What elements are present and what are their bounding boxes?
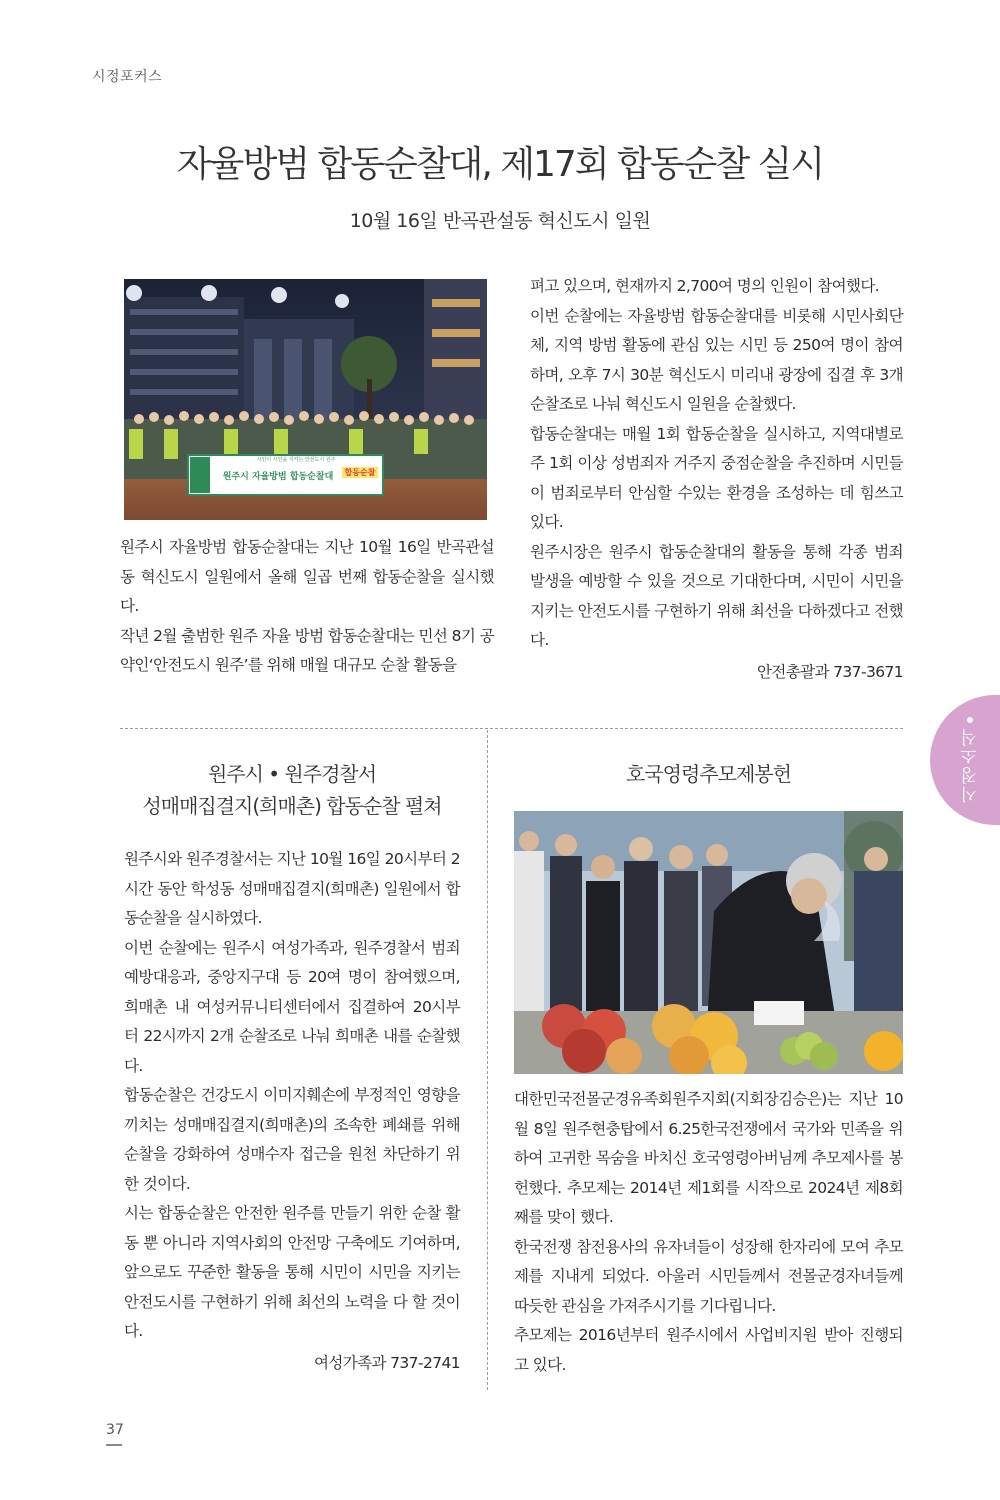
paragraph: 원주시장은 원주시 합동순찰대의 활동을 통해 각종 범죄 발생을 예방할 수 있을 것으로 기대한다며, 시민이 시민을 지키는 안전도시를 구현하기 위해 최선을 다하겠다고 전했다. [530,542,903,649]
paragraph: 한국전쟁 참전용사의 유자녀들이 성장해 한자리에 모여 추모제를 지내게 되었다. 아울러 시민들께서 전몰군경자녀들께 따듯한 관심을 가져주시기를 기다립니다. [514,1237,903,1315]
patrol-group-photo-image [124,279,487,520]
main-article-left-column [120,533,494,681]
main-article-contact: 안전총괄과 737-3671 [756,662,903,681]
page-number-underline [106,1444,122,1446]
page-number: 37 [106,1422,124,1438]
paragraph: 합동순찰은 건강도시 이미지훼손에 부정적인 영향을 끼치는 성매매집결지(희매촌)의 조속한 폐쇄를 위해 순찰을 강화하여 성매수자 접근을 원천 차단하기 위한 것이다. [124,1086,460,1193]
paragraph: 추모제는 2016년부터 원주시에서 사업비지원 받아 진행되고 있다. [514,1326,903,1374]
right-article-title: 호국영령추모제봉헌 [626,762,791,786]
banner-main-text: 원주시 자율방범 합동순찰대 [222,472,334,482]
bullet-dot [967,717,973,723]
main-article-right-column [530,272,903,687]
main-article-title: 자율방범 합동순찰대, 제17회 합동순찰 실시 [176,144,824,185]
paragraph: 시는 합동순찰은 안전한 원주를 만들기 위한 순찰 활동 뿐 아니라 지역사회의 안전망 구축에도 기여하며, 앞으로도 꾸준한 활동을 통해 시민이 시민을 지키는 안전도시를 구현하기 위해 최선의 노력을 다 할 것이다. [124,1204,460,1340]
right-article-body [514,1085,903,1380]
paragraph: 이번 순찰에는 원주시 여성가족과, 원주경찰서 범죄예방대응과, 중앙지구대 등 20여 명이 참여했으며, 희매촌 내 여성커뮤니티센터에서 집결하여 20시부터 22시까지 2개 순찰조로 나눠 희매촌 내를 순찰했다. [124,938,460,1075]
left-article-contact: 여성가족과 737-2741 [313,1353,460,1372]
left-article-body [124,845,460,1378]
paragraph: 원주시 자율방범 합동순찰대는 지난 10월 16일 반곡관설동 혁신도시 일원에서 올해 일곱 번째 합동순찰을 실시했다. [120,538,494,615]
section-side-tab-label [940,705,1000,815]
left-article-title-line2: 성매매집결지(희매촌) 합동순찰 펼쳐 [142,794,442,818]
paragraph: 합동순찰대는 매월 1회 합동순찰을 실시하고, 지역대별로 주 1회 이상 성범죄자 거주지 중점순찰을 추진하며 시민들이 범죄로부터 안심할 수있는 환경을 조성하는 데 힘쓰고 있다. [530,424,903,531]
memorial-ceremony-photo [514,811,903,1074]
paragraph: 원주시와 원주경찰서는 지난 10월 16일 20시부터 2시간 동안 학성동 성매매집결지(희매촌) 일원에서 합동순찰을 실시하였다. [124,850,460,927]
horizontal-divider [120,728,903,729]
vertical-divider [487,730,488,1390]
banner-badge-text: 합동순찰 [342,467,378,478]
main-article-subtitle: 10월 16일 반곡관설동 혁신도시 일원 [349,210,651,232]
left-article-title-line1: 원주시 • 원주경찰서 [207,762,377,786]
side-tab-text: 시정소식 [960,727,981,803]
paragraph: 작년 2월 출범한 원주 자율 방범 합동순찰대는 민선 8기 공약인‘안전도시 원주’를 위해 매월 대규모 순찰 활동을 [120,626,494,674]
paragraph: 펴고 있으며, 현재까지 2,700여 명의 인원이 참여했다. [530,277,880,295]
left-article-title [124,758,460,822]
banner-small-text: 시민이 시민을 지키는 안전도시 원주 [256,457,336,463]
section-label: 시정포커스 [92,69,163,85]
memorial-ceremony-photo-image [514,811,903,1074]
paragraph: 이번 순찰에는 자율방범 합동순찰대를 비롯해 시민사회단체, 지역 방범 활동에 관심 있는 시민 등 250여 명이 참여하며, 오후 7시 30분 혁신도시 미리내 광장에 집결 후 3개 순찰조로 나눠 혁신도시 일원을 순찰했다. [530,306,903,413]
paragraph: 대한민국전몰군경유족회원주지회(지회장김승은)는 지난 10월 8일 원주현충탑에서 6.25한국전쟁에서 국가와 민족을 위하여 고귀한 목숨을 바치신 호국영령아버님께 추모제사를 봉헌했다. 추모제는 2014년 제1회를 시작으로 2024년 제8회째를 맞이 했다. [514,1090,903,1226]
patrol-group-photo [124,279,487,520]
